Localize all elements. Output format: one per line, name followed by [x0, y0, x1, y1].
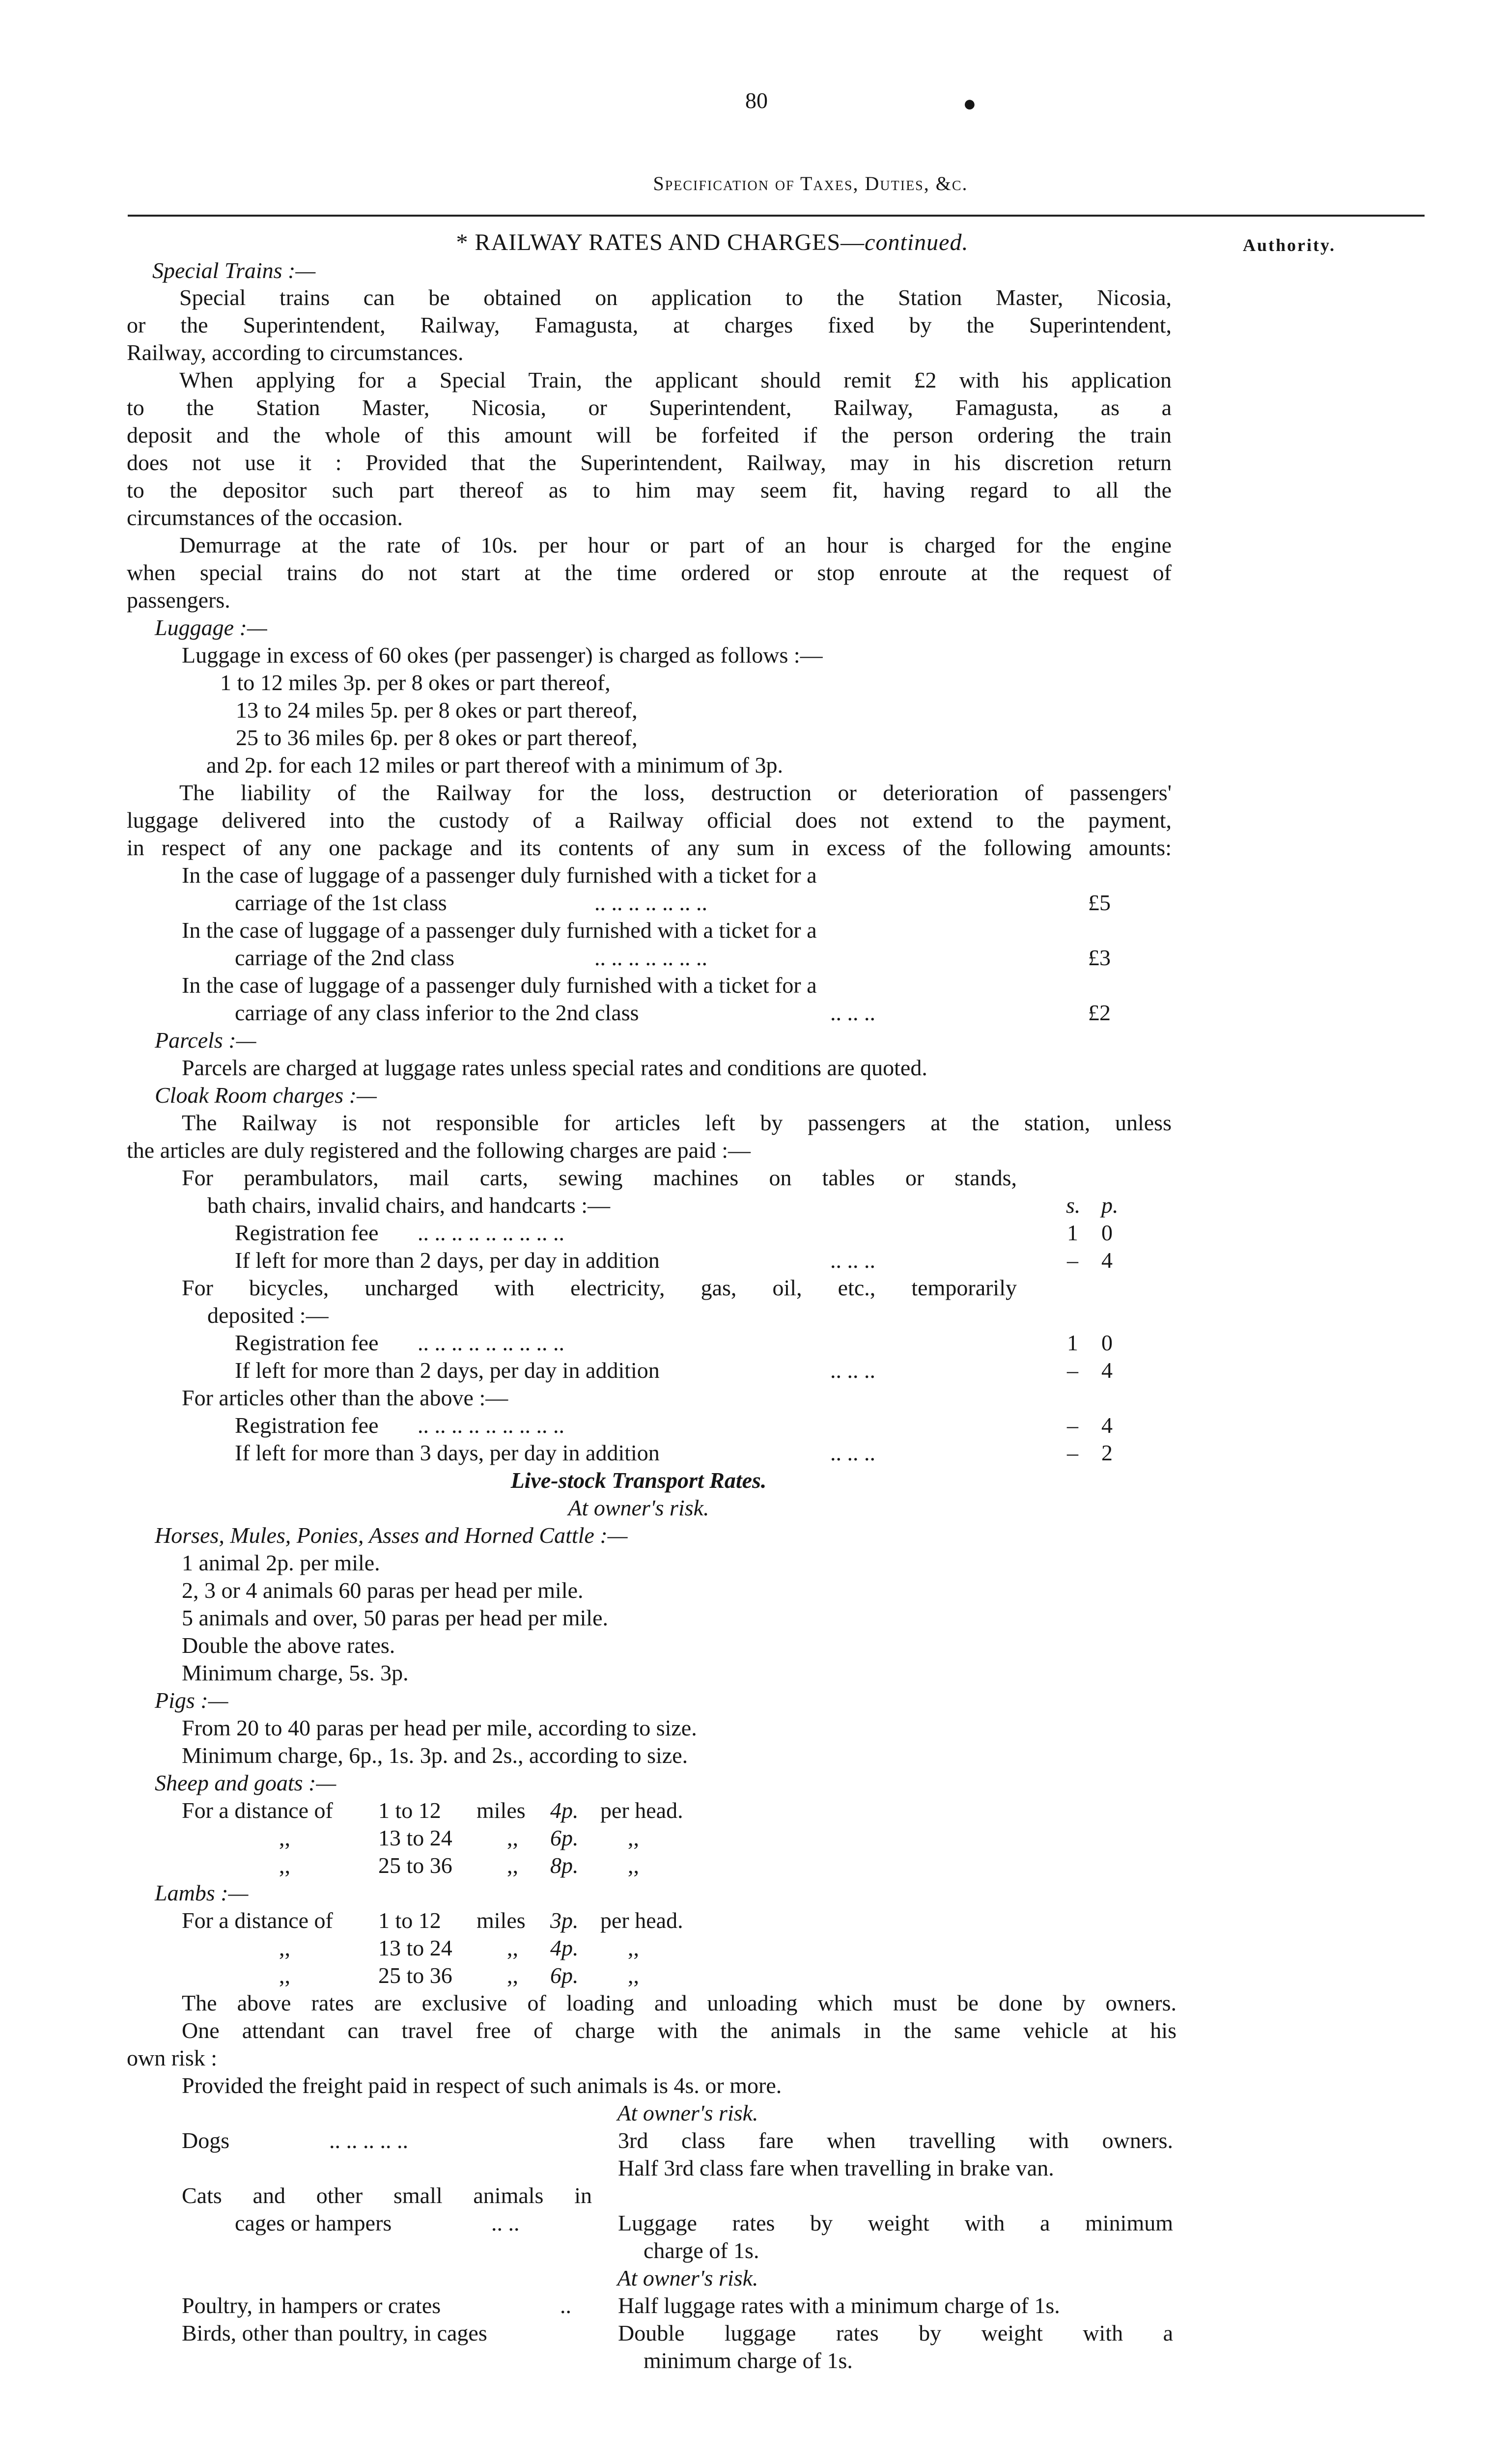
- horses-line-3: 5 animals and over, 50 paras per head per mile.: [182, 1605, 609, 1630]
- cloak-group-1-line1: For perambulators, mail carts, sewing machines on tables or stands,: [182, 1165, 1017, 1190]
- lambs-row-1-c: miles: [476, 1908, 526, 1933]
- birds-rate-line2: minimum charge of 1s.: [644, 2348, 853, 2373]
- lambs-row-3-c: ,,: [507, 1963, 518, 1988]
- dogs-dots: .. .. .. .. ..: [329, 2128, 408, 2153]
- cloak-group-1-item-2-dots: .. .. ..: [830, 1248, 875, 1273]
- luggage-liability-line2: luggage delivered into the custody of a Railway official does not extend to the payment,: [127, 808, 1172, 833]
- horses-line-1: 1 animal 2p. per mile.: [182, 1550, 380, 1575]
- luggage-case-2-dots: .. .. .. .. .. .. ..: [594, 945, 707, 970]
- livestock-provided: Provided the freight paid in respect of such animals is 4s. or more.: [182, 2073, 782, 2098]
- cloak-group-2-item-2-label: If left for more than 2 days, per day in addition: [235, 1358, 660, 1383]
- luggage-case-1-dots: .. .. .. .. .. .. ..: [594, 890, 707, 915]
- special-trains-p3-line3: passengers.: [127, 587, 230, 613]
- sheep-row-3-c: ,,: [507, 1853, 518, 1878]
- dogs-label: Dogs: [182, 2128, 230, 2153]
- livestock-subtitle: At owner's risk.: [568, 1495, 709, 1520]
- lambs-row-3-e: ,,: [628, 1963, 639, 1988]
- parcels-text: Parcels are charged at luggage rates unless special rates and conditions are quoted.: [182, 1055, 927, 1080]
- cloak-group-2-item-2-s: –: [1067, 1358, 1078, 1383]
- horses-line-5: Minimum charge, 5s. 3p.: [182, 1660, 409, 1685]
- special-trains-p2-line1: When applying for a Special Train, the applicant should remit £2 with his application: [179, 367, 1172, 392]
- cloak-group-3-item-1-dots: .. .. .. .. .. .. .. .. ..: [418, 1413, 564, 1438]
- cloak-group-2-item-2-dots: .. .. ..: [830, 1358, 875, 1383]
- sheep-row-2-e: ,,: [628, 1825, 639, 1850]
- lambs-row-1-e: per head.: [600, 1908, 683, 1933]
- sheep-row-1-d: 4p.: [550, 1798, 579, 1823]
- cats-rate-line2: charge of 1s.: [644, 2238, 759, 2263]
- sheep-row-2-d: 6p.: [550, 1825, 579, 1850]
- luggage-rate-3: 25 to 36 miles 6p. per 8 okes or part thereof,: [236, 725, 638, 750]
- section-title-main: RAILWAY RATES AND CHARGES—: [475, 229, 865, 255]
- luggage-case-3-amount: £2: [1088, 1000, 1111, 1025]
- cloak-room-heading: Cloak Room charges :—: [155, 1083, 377, 1108]
- parcels-heading: Parcels :—: [155, 1028, 256, 1053]
- cloak-group-2-line1: For bicycles, uncharged with electricity, gas, oil, etc., temporarily: [182, 1275, 1017, 1300]
- cloak-group-2-item-1-p: 0: [1101, 1330, 1113, 1355]
- cloak-group-3-item-1-p: 4: [1101, 1413, 1113, 1438]
- luggage-case-3-dots: .. .. ..: [830, 1000, 875, 1025]
- sheep-row-1-e: per head.: [600, 1798, 683, 1823]
- luggage-intro: Luggage in excess of 60 okes (per passenger) is charged as follows :—: [182, 642, 823, 668]
- dogs-rate-line1: 3rd class fare when travelling with owners.: [618, 2128, 1173, 2153]
- sheep-row-1-c: miles: [476, 1798, 526, 1823]
- cloak-group-1-item-2-s: –: [1067, 1248, 1078, 1273]
- sheep-row-3-a: ,,: [279, 1853, 290, 1878]
- cloak-group-1-line2: bath chairs, invalid chairs, and handcarts :—: [207, 1193, 611, 1218]
- birds-rate-line1: Double luggage rates by weight with a: [618, 2320, 1173, 2345]
- lambs-row-3-d: 6p.: [550, 1963, 579, 1988]
- cloak-group-2-item-1-label: Registration fee: [235, 1330, 379, 1355]
- cloak-group-1-item-1-s: 1: [1067, 1220, 1078, 1245]
- livestock-attendant-line1: One attendant can travel free of charge with the animals in the same vehicle at his: [182, 2018, 1176, 2043]
- cloak-group-3-line1: For articles other than the above :—: [182, 1385, 508, 1410]
- livestock-title: Live-stock Transport Rates.: [510, 1468, 767, 1493]
- poultry-rate: Half luggage rates with a minimum charge of 1s.: [618, 2293, 1060, 2318]
- dogs-rate-line2: Half 3rd class fare when travelling in brake van.: [618, 2155, 1054, 2180]
- lambs-row-2-d: 4p.: [550, 1935, 579, 1960]
- header-rule: [128, 215, 1425, 217]
- special-trains-p2-line2: to the Station Master, Nicosia, or Superintendent, Railway, Famagusta, as a: [127, 395, 1172, 420]
- luggage-liability-line1: The liability of the Railway for the loss, destruction or deterioration of passengers': [179, 780, 1172, 805]
- poultry-dots: ..: [560, 2293, 571, 2318]
- luggage-case-2-line1: In the case of luggage of a passenger duly furnished with a ticket for a: [182, 918, 817, 943]
- section-title-star: *: [456, 229, 469, 255]
- cloak-room-intro-line1: The Railway is not responsible for articles left by passengers at the station, unless: [182, 1110, 1172, 1135]
- luggage-case-3-line2: carriage of any class inferior to the 2nd class: [235, 1000, 639, 1025]
- lambs-heading: Lambs :—: [155, 1880, 249, 1905]
- special-trains-p1-line3: Railway, according to circumstances.: [127, 340, 464, 365]
- horses-line-2: 2, 3 or 4 animals 60 paras per head per mile.: [182, 1578, 584, 1603]
- livestock-exclusive: The above rates are exclusive of loading and unloading which must be done by owners.: [182, 1990, 1176, 2015]
- special-trains-p1-line1: Special trains can be obtained on application to the Station Master, Nicosia,: [179, 285, 1172, 310]
- cloak-group-1-item-2-p: 4: [1101, 1248, 1113, 1273]
- special-trains-p2-line5: to the depositor such part thereof as to him may seem fit, having regard to all the: [127, 477, 1172, 502]
- lambs-row-1-a: For a distance of: [182, 1908, 333, 1933]
- luggage-liability-line3: in respect of any one package and its contents of any sum in excess of the following amounts:: [127, 835, 1172, 860]
- cloak-group-3-item-2-label: If left for more than 3 days, per day in addition: [235, 1440, 660, 1465]
- special-trains-p3-line2: when special trains do not start at the time ordered or stop enroute at the request of: [127, 560, 1172, 585]
- cloak-col-p: p.: [1101, 1193, 1119, 1218]
- cats-rate-line1: Luggage rates by weight with a minimum: [618, 2210, 1173, 2235]
- cloak-group-3-item-2-dots: .. .. ..: [830, 1440, 875, 1465]
- cloak-group-2-line2: deposited :—: [207, 1303, 329, 1328]
- sheep-row-1-a: For a distance of: [182, 1798, 333, 1823]
- lambs-row-3-a: ,,: [279, 1963, 290, 1988]
- cloak-group-1-item-1-p: 0: [1101, 1220, 1113, 1245]
- pigs-heading: Pigs :—: [155, 1688, 228, 1713]
- sheep-row-1-b: 1 to 12: [378, 1798, 441, 1823]
- birds-label: Birds, other than poultry, in cages: [182, 2320, 487, 2345]
- horses-line-4: Double the above rates.: [182, 1633, 395, 1658]
- lambs-row-3-b: 25 to 36: [378, 1963, 452, 1988]
- lambs-row-2-c: ,,: [507, 1935, 518, 1960]
- section-title-continued: continued.: [865, 229, 969, 255]
- luggage-rate-2: 13 to 24 miles 5p. per 8 okes or part thereof,: [236, 698, 638, 723]
- sheep-row-2-b: 13 to 24: [378, 1825, 452, 1850]
- section-title: [344, 229, 1081, 256]
- cloak-group-3-item-1-s: –: [1067, 1413, 1078, 1438]
- livestock-attendant-line2: own risk :: [127, 2045, 217, 2070]
- sheep-row-3-b: 25 to 36: [378, 1853, 452, 1878]
- lambs-row-1-b: 1 to 12: [378, 1908, 441, 1933]
- sheep-row-3-d: 8p.: [550, 1853, 579, 1878]
- special-trains-p2-line4: does not use it : Provided that the Superintendent, Railway, may in his discretion return: [127, 450, 1172, 475]
- special-trains-p2-line3: deposit and the whole of this amount will be forfeited if the person ordering the train: [127, 422, 1172, 447]
- cloak-group-3-item-1-label: Registration fee: [235, 1413, 379, 1438]
- poultry-label: Poultry, in hampers or crates: [182, 2293, 441, 2318]
- luggage-case-1-line2: carriage of the 1st class: [235, 890, 447, 915]
- page-number: 80: [745, 88, 768, 113]
- cloak-group-1-item-1-dots: .. .. .. .. .. .. .. .. ..: [418, 1220, 564, 1245]
- special-trains-p3-line1: Demurrage at the rate of 10s. per hour or part of an hour is charged for the engine: [179, 532, 1172, 558]
- lambs-row-1-d: 3p.: [550, 1908, 579, 1933]
- cats-dots: .. ..: [491, 2210, 520, 2235]
- lambs-row-2-e: ,,: [628, 1935, 639, 1960]
- special-trains-heading: Special Trains :—: [152, 258, 316, 283]
- special-trains-p1-line2: or the Superintendent, Railway, Famagusta, at charges fixed by the Superintendent,: [127, 312, 1172, 337]
- luggage-case-1-amount: £5: [1088, 890, 1111, 915]
- luggage-case-2-line2: carriage of the 2nd class: [235, 945, 455, 970]
- luggage-case-3-line1: In the case of luggage of a passenger duly furnished with a ticket for a: [182, 973, 817, 998]
- sheep-heading: Sheep and goats :—: [155, 1770, 336, 1795]
- sheep-row-3-e: ,,: [628, 1853, 639, 1878]
- luggage-rate-1: 1 to 12 miles 3p. per 8 okes or part thereof,: [220, 670, 611, 695]
- cats-label-line1: Cats and other small animals in: [182, 2183, 592, 2208]
- owners-risk-1: At owner's risk.: [617, 2100, 758, 2125]
- luggage-case-1-line1: In the case of luggage of a passenger duly furnished with a ticket for a: [182, 863, 817, 888]
- luggage-case-2-amount: £3: [1088, 945, 1111, 970]
- luggage-extra: and 2p. for each 12 miles or part thereof with a minimum of 3p.: [206, 753, 783, 778]
- cloak-group-2-item-2-p: 4: [1101, 1358, 1113, 1383]
- sheep-row-2-a: ,,: [279, 1825, 290, 1850]
- cloak-group-3-item-2-s: –: [1067, 1440, 1078, 1465]
- cloak-col-s: s.: [1066, 1193, 1081, 1218]
- cloak-group-1-item-2-label: If left for more than 2 days, per day in addition: [235, 1248, 660, 1273]
- horses-heading: Horses, Mules, Ponies, Asses and Horned Cattle :—: [155, 1523, 628, 1548]
- cloak-room-intro-line2: the articles are duly registered and the following charges are paid :—: [127, 1138, 751, 1163]
- header-bullet: ●: [963, 91, 977, 116]
- cloak-group-3-item-2-p: 2: [1101, 1440, 1113, 1465]
- pigs-line-2: Minimum charge, 6p., 1s. 3p. and 2s., according to size.: [182, 1743, 688, 1768]
- pigs-line-1: From 20 to 40 paras per head per mile, according to size.: [182, 1715, 697, 1740]
- authority-label: Authority.: [1243, 235, 1336, 255]
- lambs-row-2-a: ,,: [279, 1935, 290, 1960]
- sheep-row-2-c: ,,: [507, 1825, 518, 1850]
- cloak-group-2-item-1-s: 1: [1067, 1330, 1078, 1355]
- special-trains-p2-line6: circumstances of the occasion.: [127, 505, 403, 530]
- cloak-group-2-item-1-dots: .. .. .. .. .. .. .. .. ..: [418, 1330, 564, 1355]
- running-head: Specification of Taxes, Duties, &c.: [653, 172, 968, 195]
- owners-risk-2: At owner's risk.: [617, 2265, 758, 2290]
- luggage-heading: Luggage :—: [155, 615, 267, 640]
- cats-label-line2: cages or hampers: [235, 2210, 392, 2235]
- cloak-group-1-item-1-label: Registration fee: [235, 1220, 379, 1245]
- lambs-row-2-b: 13 to 24: [378, 1935, 452, 1960]
